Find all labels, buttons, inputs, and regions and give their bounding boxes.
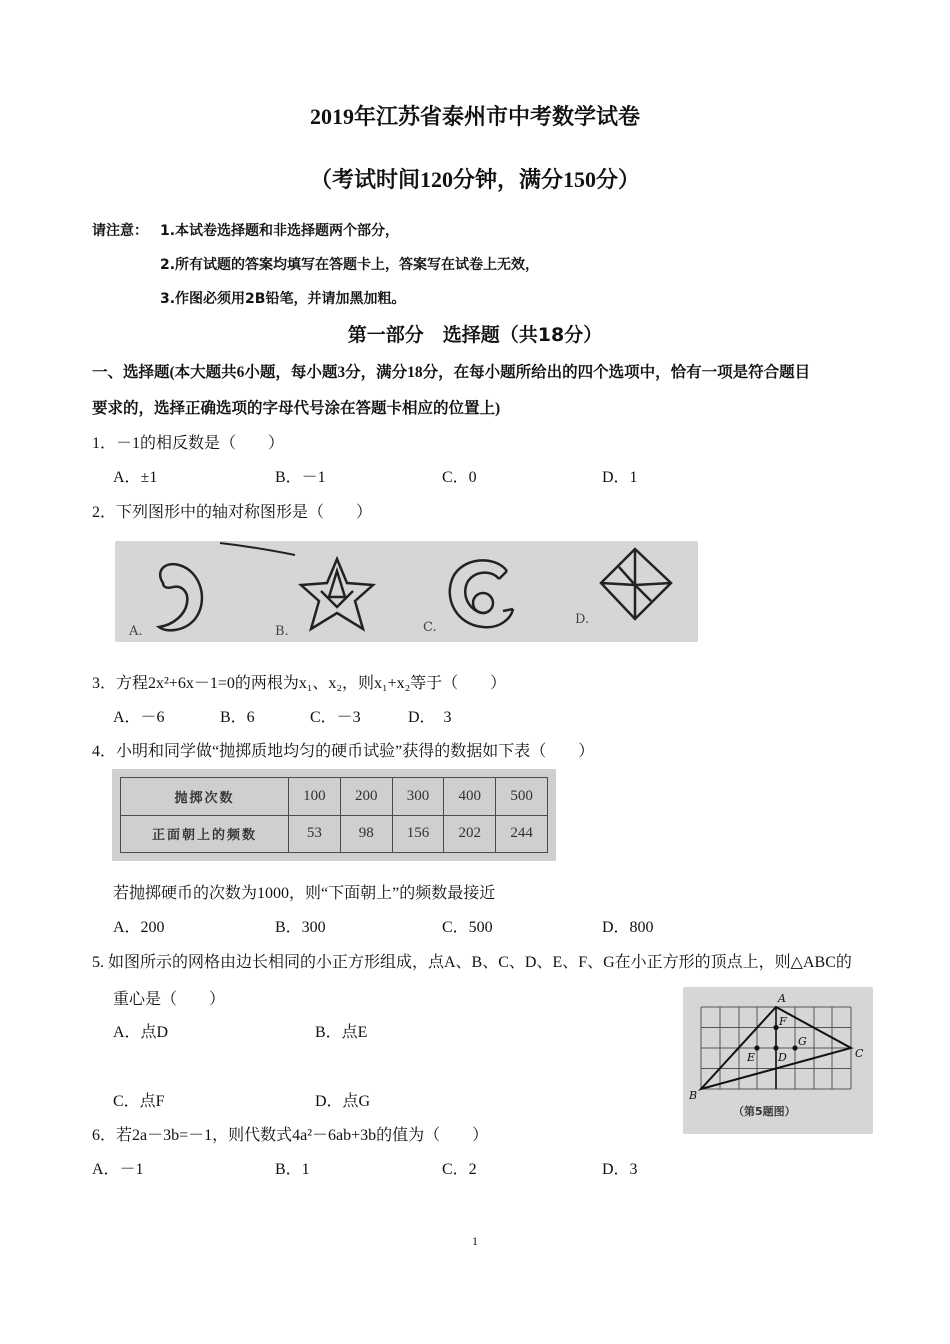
q1-option-c: C．0	[442, 469, 477, 486]
q6-option-d: D．3	[602, 1161, 638, 1178]
page-subtitle: （考试时间120分钟，满分150分）	[309, 167, 640, 192]
notice-label: 请注意：	[92, 223, 148, 239]
q5-option-b: B．点E	[315, 1024, 368, 1041]
q5-option-c: C．点F	[113, 1093, 165, 1110]
q6-option-a: A．－1	[92, 1161, 144, 1178]
q3-option-a: A．－6	[113, 709, 165, 726]
section-instructions-line2: 要求的，选择正确选项的字母代号涂在答题卡相应的位置上)	[92, 400, 501, 417]
table-cell: 202	[444, 815, 496, 853]
q4-option-c: C．500	[442, 919, 493, 936]
point-label-g: G	[798, 1035, 807, 1048]
part1-title: 第一部分 选择题（共18分）	[347, 324, 603, 346]
question-5-stem-line2: 重心是（ ）	[113, 991, 226, 1008]
table-cell: 156	[392, 815, 444, 853]
q2-shape-b	[301, 559, 373, 629]
table-cell: 400	[444, 778, 496, 816]
q1-option-d: D．1	[602, 469, 638, 486]
point-label-d: D	[778, 1051, 787, 1064]
q5-option-d: D．点G	[315, 1093, 371, 1110]
point-label-b: B	[689, 1089, 698, 1102]
q5-option-a: A．点D	[113, 1024, 169, 1041]
point-label-e: E	[747, 1051, 756, 1064]
q1-option-a: A．±1	[113, 469, 158, 486]
page-number: 1	[472, 1234, 478, 1248]
q6-option-b: B．1	[275, 1161, 310, 1178]
q5-figure-caption: （第5题图）	[733, 1105, 796, 1118]
q4-data-table	[112, 769, 556, 861]
notice-item-3: 3.作图必须用2B铅笔，并请加黑加粗。	[160, 291, 406, 307]
table-cell: 500	[496, 778, 548, 816]
question-2-stem: 2．下列图形中的轴对称图形是（ ）	[92, 504, 373, 521]
q6-option-c: C．2	[442, 1161, 477, 1178]
q2-label-b: B.	[275, 624, 289, 639]
q2-shape-d	[601, 549, 671, 619]
question-5-stem-line1: 5. 如图所示的网格由边长相同的小正方形组成，点A、B、C、D、E、F、G在小正方形的顶点上，则△ABC的	[92, 954, 852, 971]
table-cell: 300	[392, 778, 444, 816]
table-row	[121, 778, 548, 816]
table-cell: 53	[289, 815, 341, 853]
section-instructions-line1: 一、选择题(本大题共6小题，每小题3分，满分18分，在每小题所给出的四个选项中，恰有一项是符合题目	[92, 364, 811, 381]
point-label-c: C	[855, 1047, 864, 1060]
q2-shape-a	[159, 564, 202, 630]
table-row-label: 正面朝上的频数	[121, 815, 289, 853]
q4-option-b: B．300	[275, 919, 326, 936]
q2-label-c: C.	[423, 620, 437, 635]
q3-option-b: B．6	[220, 709, 255, 726]
question-3-stem: 3．方程2x²+6x－1=0的两根为x₁、x₂，则x₁+x₂等于（ ）	[92, 675, 507, 692]
q3-option-c: C．－3	[310, 709, 361, 726]
point-label-a: A	[778, 992, 786, 1005]
q1-option-b: B．－1	[275, 469, 326, 486]
q2-label-a: A.	[129, 624, 143, 639]
notice-item-1: 1.本试卷选择题和非选择题两个部分，	[160, 223, 400, 239]
point-label-f: F	[779, 1015, 787, 1028]
question-6-stem: 6．若2a－3b=－1，则代数式4a²－6ab+3b的值为（ ）	[92, 1127, 489, 1144]
table-row-label: 抛掷次数	[121, 778, 289, 816]
table-cell: 98	[340, 815, 392, 853]
notice-item-2: 2.所有试题的答案均填写在答题卡上，答案写在试卷上无效，	[160, 257, 540, 273]
table-cell: 100	[289, 778, 341, 816]
q4-option-a: A．200	[113, 919, 165, 936]
q2-label-d: D.	[575, 612, 590, 627]
question-1-stem: 1．－1的相反数是（ ）	[92, 435, 285, 452]
table-cell: 244	[496, 815, 548, 853]
q4-option-d: D．800	[602, 919, 654, 936]
q5-grid-figure	[683, 987, 873, 1134]
q3-option-d: D． 3	[408, 709, 452, 726]
page-title: 2019年江苏省泰州市中考数学试卷	[309, 104, 640, 129]
table-row	[121, 815, 548, 853]
q2-figure	[115, 541, 698, 642]
q2-shape-c	[450, 560, 513, 627]
question-4-stem: 4．小明和同学做“抛掷质地均匀的硬币试验”获得的数据如下表（ ）	[92, 743, 595, 760]
table-cell: 200	[340, 778, 392, 816]
q4-follow-text: 若抛掷硬币的次数为1000，则“下面朝上”的频数最接近	[113, 885, 496, 902]
